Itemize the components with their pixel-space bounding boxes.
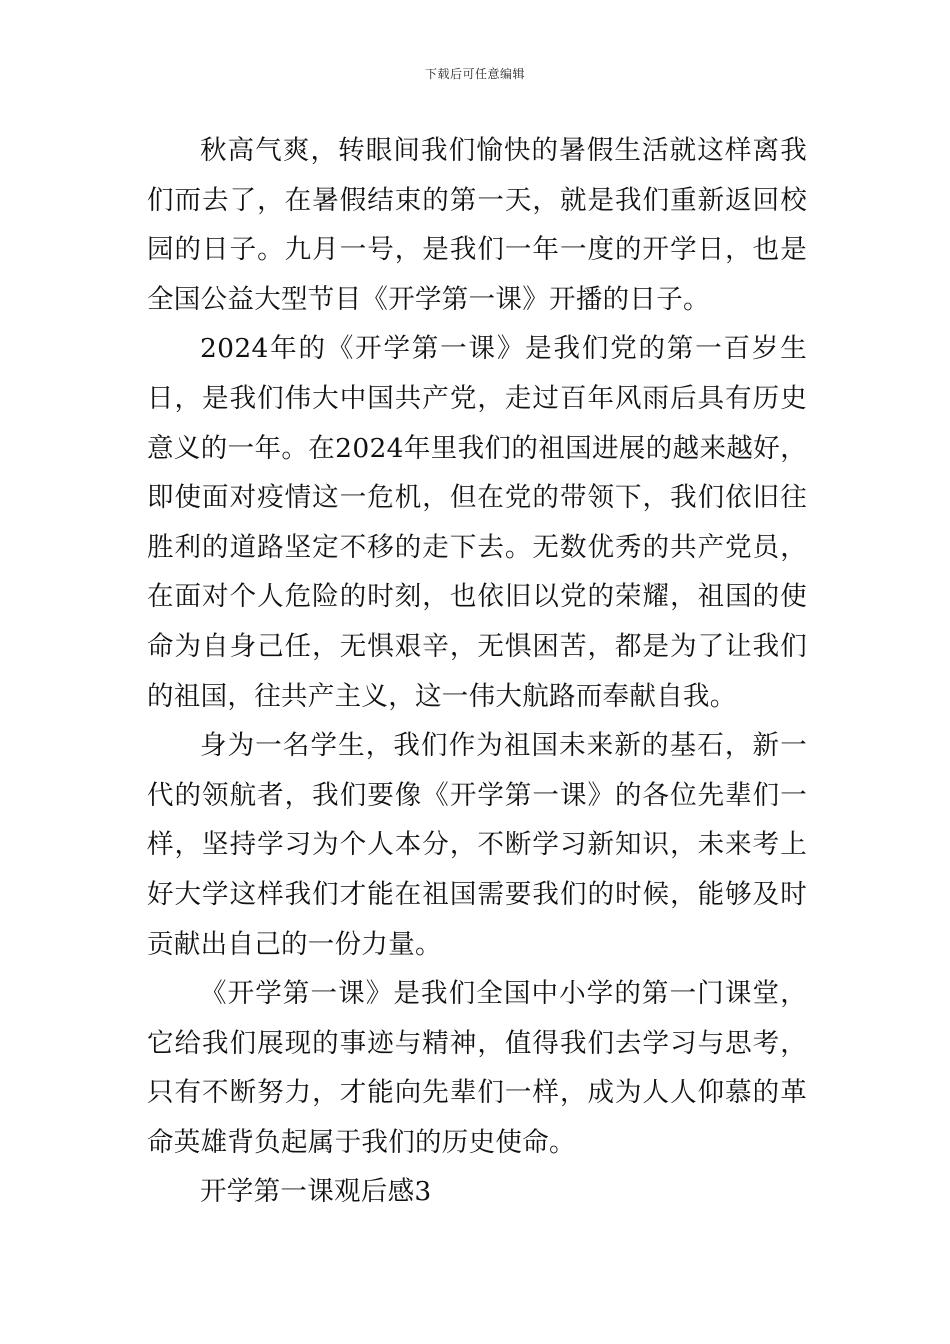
paragraph-4: 《开学第一课》是我们全国中小学的第一门课堂，它给我们展现的事迹与精神，值得我们去学习与思考，只有不断努力，才能向先辈们一样，成为人人仰慕的革命英雄背负起属于我们的历史使命。 bbox=[147, 978, 807, 1158]
header-note: 下载后可任意编辑 bbox=[424, 67, 525, 81]
document-body bbox=[147, 126, 807, 1217]
section-title: 开学第一课观后感3 bbox=[200, 1176, 432, 1208]
paragraph-1: 秋高气爽，转眼间我们愉快的暑假生活就这样离我们而去了，在暑假结束的第一天，就是我们重新返回校园的日子。九月一号，是我们一年一度的开学日，也是全国公益大型节目《开学第一课》开播的日子。 bbox=[147, 135, 807, 315]
paragraph-2: 2024年的《开学第一课》是我们党的第一百岁生日，是我们伟大中国共产党，走过百年风雨后具有历史意义的一年。在2024年里我们的祖国进展的越来越好，即使面对疫情这一危机，但在党的带领下，我们依旧往胜利的道路坚定不移的走下去。无数优秀的共产党员，在面对个人危险的时刻，也依旧以党的荣耀，祖国的使命为自身己任，无惧艰辛，无惧困苦，都是为了让我们的祖国，往共产主义，这一伟大航路而奉献自我。 bbox=[147, 333, 807, 712]
paragraph-3: 身为一名学生，我们作为祖国未来新的基石，新一代的领航者，我们要像《开学第一课》的各位先辈们一样，坚持学习为个人本分，不断学习新知识，未来考上好大学这样我们才能在祖国需要我们的时候，能够及时贡献出自己的一份力量。 bbox=[147, 730, 807, 960]
